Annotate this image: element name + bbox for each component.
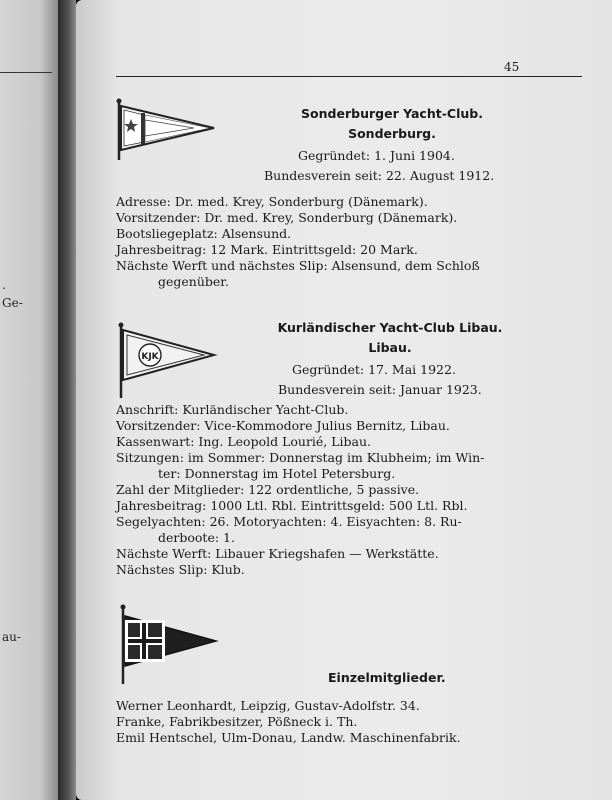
pennant-letters: KJK (141, 352, 159, 362)
club-detail-line: derboote: 1. (158, 530, 235, 545)
club-detail-line: Nächste Werft und nächstes Slip: Alsensund, dem Schloß (116, 258, 480, 273)
club-detail-line: Nächste Werft: Libauer Kriegshafen — Werkstätte. (116, 546, 439, 561)
club-city: Sonderburg. (348, 126, 436, 141)
founded-date: Gegründet: 17. Mai 1922. (292, 362, 456, 377)
club-detail-line: ter: Donnerstag im Hotel Petersburg. (158, 466, 396, 481)
facing-page-fragment: . (2, 278, 6, 292)
libau-pennant-icon (116, 322, 220, 400)
club-detail-line: Nächstes Slip: Klub. (116, 562, 245, 577)
page-number: 45 (504, 60, 520, 74)
member-line: Werner Leonhardt, Leipzig, Gustav-Adolfstr. 34. (116, 698, 420, 713)
member-line: Emil Hentschel, Ulm-Donau, Landw. Maschinenfabrik. (116, 730, 461, 745)
book-gutter (58, 0, 76, 800)
federation-since: Bundesverein seit: 22. August 1912. (264, 168, 495, 183)
facing-page-rule (0, 72, 52, 73)
club-detail-line: Segelyachten: 26. Motoryachten: 4. Eisyachten: 8. Ru- (116, 514, 462, 529)
club-detail-line: Bootsliegeplatz: Alsensund. (116, 226, 292, 241)
club-detail-line: Vorsitzender: Vice-Kommodore Julius Bernitz, Libau. (116, 418, 450, 433)
header-rule (116, 76, 582, 77)
individual-pennant-icon (118, 604, 222, 686)
individual-members-title: Einzelmitglieder. (328, 670, 446, 685)
club-name: Kurländischer Yacht-Club Libau. (277, 320, 503, 335)
club-name: Sonderburger Yacht-Club. (301, 106, 483, 121)
club-detail-line: Jahresbeitrag: 1000 Ltl. Rbl. Eintrittsgeld: 500 Ltl. Rbl. (116, 498, 468, 513)
federation-since: Bundesverein seit: Januar 1923. (278, 382, 482, 397)
club-detail-line: Sitzungen: im Sommer: Donnerstag im Klubheim; im Win- (116, 450, 485, 465)
facing-page-fragment: Ge- (2, 296, 23, 310)
club-detail-line: Kassenwart: Ing. Leopold Lourié, Libau. (116, 434, 372, 449)
facing-page-fragment: au- (2, 630, 21, 644)
club-detail-line: Vorsitzender: Dr. med. Krey, Sonderburg (Dänemark). (116, 210, 458, 225)
club-detail-line: Adresse: Dr. med. Krey, Sonderburg (Dänemark). (116, 194, 428, 209)
club-detail-line: Anschrift: Kurländischer Yacht-Club. (116, 402, 349, 417)
facing-page-edge (0, 0, 58, 800)
club-detail-line: gegenüber. (158, 274, 229, 289)
club-detail-line: Zahl der Mitglieder: 122 ordentliche, 5 passive. (116, 482, 420, 497)
founded-date: Gegründet: 1. Juni 1904. (298, 148, 455, 163)
member-line: Franke, Fabrikbesitzer, Pößneck i. Th. (116, 714, 358, 729)
book-page (76, 0, 612, 800)
club-detail-line: Jahresbeitrag: 12 Mark. Eintrittsgeld: 20 Mark. (116, 242, 418, 257)
sonderburg-pennant-icon (114, 98, 218, 162)
club-city: Libau. (368, 340, 412, 355)
